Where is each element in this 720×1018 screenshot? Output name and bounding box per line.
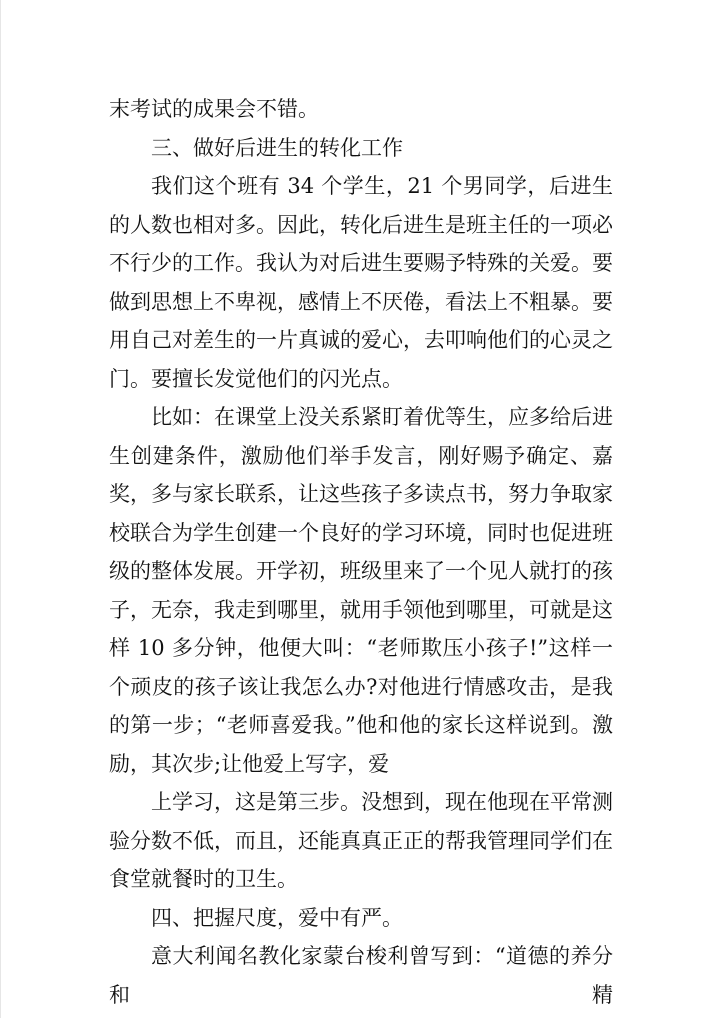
paragraph-quote-start: 意大利闻名教化家蒙台梭利曾写到：“道德的养分和精 bbox=[109, 944, 613, 1007]
section-heading-four: 四、把握尺度，爱中有严。 bbox=[151, 905, 403, 930]
paragraph-third-step: 上学习，这是第三步。没想到，现在他现在平常测验分数不低，而且，还能真真正正的帮我管理同学们在食堂就餐时的卫生。 bbox=[109, 790, 613, 891]
document-body bbox=[109, 90, 613, 1014]
section-heading-three: 三、做好后进生的转化工作 bbox=[151, 135, 403, 160]
paragraph-continuation: 末考试的成果会不错。 bbox=[109, 97, 319, 121]
paragraph-example: 比如：在课堂上没关系紧盯着优等生，应多给后进生创建条件，激励他们举手发言，刚好赐予确定、嘉奖，多与家长联系，让这些孩子多读点书，努力争取家校联合为学生创建一个良好的学习环境，同时也促进班级的整体发展。开学初，班级里来了一个见人就打的孩子，无奈，我走到哪里，就用手领他到哪里，可就是这样 10 多分钟，他便大叫：“老师欺压小孩子!”这样一个顽皮的孩子该让我怎么办?对他进行情感攻击，是我的第一步；“老师喜爱我。”他和他的家长这样说到。激励，其次步;让他爱上写字，爱 bbox=[109, 405, 613, 776]
paragraph-class-overview: 我们这个班有 34 个学生，21 个男同学，后进生的人数也相对多。因此，转化后进生是班主任的一项必不行少的工作。我认为对后进生要赐予特殊的关爱。要做到思想上不卑视，感情上不厌倦，看法上不粗暴。要用自己对差生的一片真诚的爱心，去叩响他们的心灵之门。要擅长发觉他们的闪光点。 bbox=[109, 174, 613, 391]
